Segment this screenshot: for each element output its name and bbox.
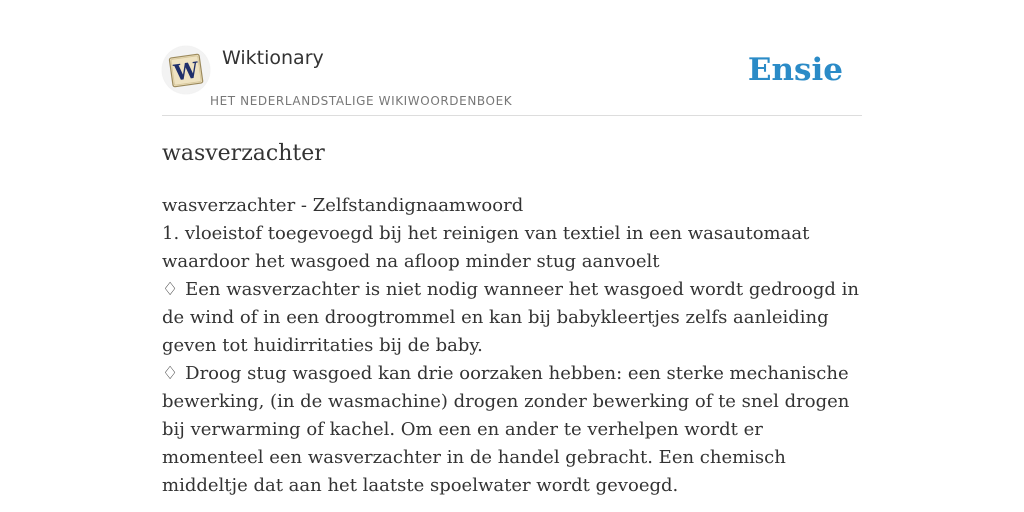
entry-headline: wasverzachter - Zelfstandignaamwoord — [162, 195, 524, 216]
header-divider — [162, 115, 862, 116]
entry-body — [162, 192, 862, 500]
svg-text:W: W — [172, 57, 201, 87]
example-bullet-icon: ♢ — [162, 363, 179, 384]
entry-definition: 1. vloeistof toegevoegd bij het reinigen van textiel in een wasautomaat waardoor het wasgoed na afloop minder stug aanvoelt — [162, 223, 810, 272]
entry-example — [162, 360, 862, 500]
wiktionary-logo[interactable] — [162, 46, 210, 94]
example-bullet-icon: ♢ — [162, 279, 179, 300]
wiktionary-tile-icon — [162, 46, 210, 94]
entry-title: wasverzachter — [162, 141, 325, 166]
site-tagline: HET NEDERLANDSTALIGE WIKIWOORDENBOEK — [210, 94, 513, 108]
ensie-brand-link[interactable]: Ensie — [747, 52, 843, 88]
example-text: Droog stug wasgoed kan drie oorzaken hebben: een sterke mechanische bewerking, (in de wasmachine) drogen zonder bewerking of te snel drogen bij verwarming of kachel. Om een en ander te verhelpen wordt er momenteel een wasverzachter in de handel gebracht. Een chemisch middeltje dat aan het laatste spoelwater wordt gevoegd. — [162, 363, 850, 496]
example-text: Een wasverzachter is niet nodig wanneer het wasgoed wordt gedroogd in de wind of in een droogtrommel en kan bij babykleertjes zelfs aanleiding geven tot huidirritaties bij de baby. — [162, 279, 859, 356]
site-name[interactable]: Wiktionary — [222, 47, 324, 69]
entry-example — [162, 276, 862, 360]
